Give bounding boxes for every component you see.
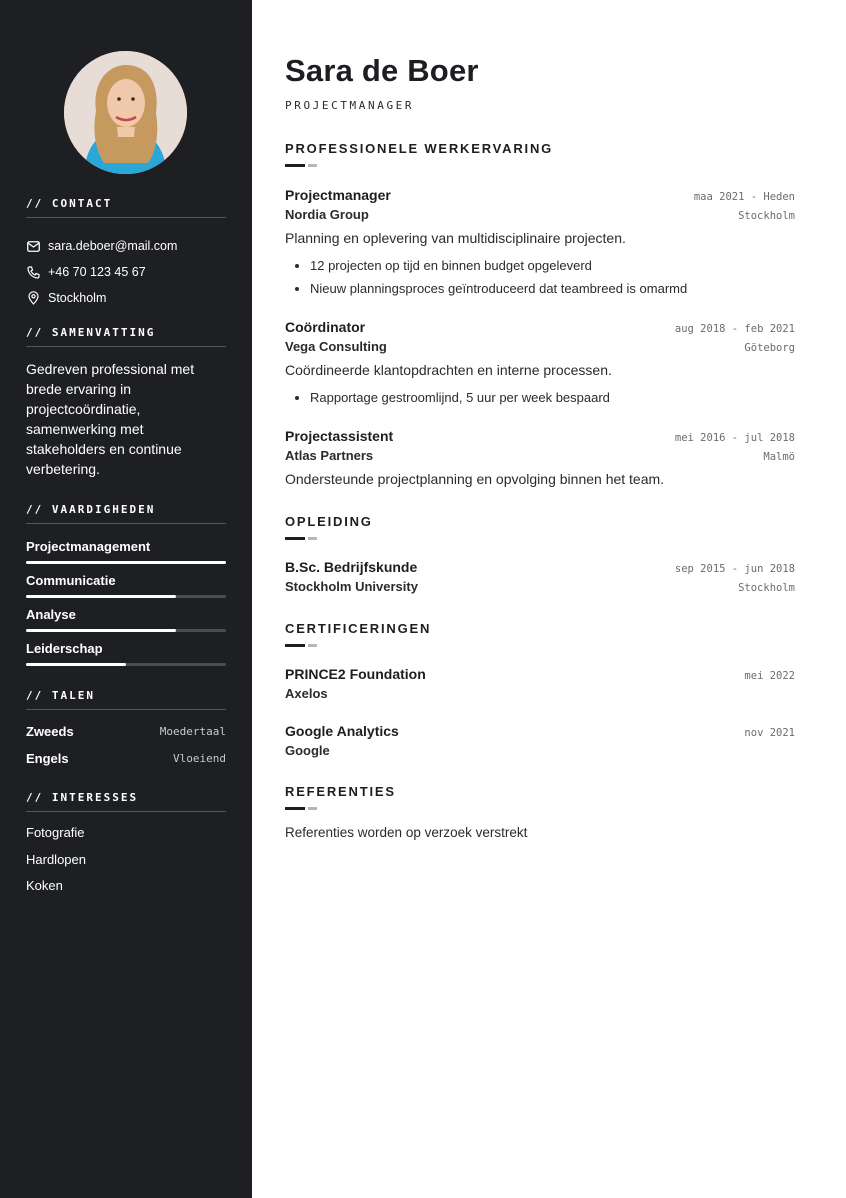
job-achievements: [285, 254, 795, 300]
job-date: maa 2021 - Heden: [693, 191, 795, 203]
job-achievements: [285, 386, 795, 409]
skill-label: Projectmanagement: [26, 539, 151, 554]
certification-entry: [285, 666, 795, 701]
bullet-icon: [295, 287, 299, 291]
phone-icon: [26, 265, 40, 279]
skills-section: [26, 503, 226, 675]
skill-label: Leiderschap: [26, 641, 103, 656]
references-text: Referenties worden op verzoek verstrekt: [285, 825, 528, 840]
education-section: [285, 514, 795, 540]
certification-date: mei 2022: [744, 670, 795, 682]
section-divider: [285, 537, 795, 540]
interest-item: Hardlopen: [26, 851, 86, 867]
summary-section: [26, 326, 226, 479]
person-role: PROJECTMANAGER: [285, 99, 415, 112]
job-entry: [285, 187, 795, 300]
section-divider: [285, 807, 795, 810]
certification-date: nov 2021: [744, 727, 795, 739]
interest-item: Fotografie: [26, 825, 85, 840]
degree-title: B.Sc. Bedrijfskunde: [285, 559, 418, 575]
education-location: Stockholm: [738, 582, 795, 594]
person-name: Sara de Boer: [285, 53, 479, 88]
certification-title: Google Analytics: [285, 723, 399, 739]
certification-entry: [285, 723, 795, 758]
language-item: [26, 745, 226, 772]
experience-section: [285, 141, 795, 167]
sidebar: [0, 0, 252, 1198]
certification-title: PRINCE2 Foundation: [285, 666, 426, 682]
skill-item: [26, 573, 226, 607]
references-section: [285, 784, 795, 810]
summary-heading: // SAMENVATTING: [26, 326, 226, 347]
skill-bar: [26, 629, 226, 632]
achievement-item: [285, 277, 795, 300]
job-date: mei 2016 - jul 2018: [674, 432, 795, 444]
contact-heading: // CONTACT: [26, 197, 226, 218]
education-heading: OPLEIDING: [285, 514, 373, 529]
experience-heading: PROFESSIONELE WERKERVARING: [285, 141, 554, 156]
education-entry: [285, 559, 795, 594]
school-name: Stockholm University: [285, 579, 418, 594]
achievement-item: [285, 254, 795, 277]
job-company: Nordia Group: [285, 207, 369, 222]
contact-phone[interactable]: [26, 259, 226, 285]
interest-item: Koken: [26, 878, 63, 893]
skill-item: [26, 641, 226, 675]
summary-text: Gedreven professional met brede ervaring in projectcoördinatie, samenwerking met stakeholders en continue verbetering.: [26, 361, 195, 477]
job-description: Planning en oplevering van multidisciplinaire projecten.: [285, 230, 626, 246]
skill-label: Communicatie: [26, 573, 116, 588]
language-item: [26, 718, 226, 745]
skill-bar: [26, 595, 226, 598]
languages-heading: // TALEN: [26, 689, 226, 710]
achievement-text: Nieuw planningsproces geïntroduceerd dat teambreed is omarmd: [310, 281, 688, 296]
bullet-icon: [295, 264, 299, 268]
skill-bar-fill: [26, 629, 176, 632]
skill-bar: [26, 561, 226, 564]
interests-section: [26, 791, 226, 900]
languages-section: [26, 689, 226, 772]
skills-heading: // VAARDIGHEDEN: [26, 503, 226, 524]
job-location: Stockholm: [738, 210, 795, 222]
job-date: aug 2018 - feb 2021: [674, 323, 795, 335]
mail-icon: [26, 239, 40, 253]
achievement-text: 12 projecten op tijd en binnen budget opgeleverd: [310, 258, 592, 273]
job-company: Atlas Partners: [285, 448, 374, 463]
skill-bar-fill: [26, 663, 126, 666]
skill-bar-fill: [26, 595, 176, 598]
section-divider: [285, 164, 795, 167]
job-title: Projectassistent: [285, 428, 394, 444]
job-location: Malmö: [763, 451, 795, 463]
certifications-heading: CERTIFICERINGEN: [285, 621, 432, 636]
contact-section: [26, 197, 226, 311]
contact-phone-text: +46 70 123 45 67: [48, 265, 146, 279]
job-company: Vega Consulting: [285, 339, 387, 354]
language-level: Vloeiend: [173, 752, 226, 765]
language-name: Engels: [26, 751, 69, 766]
language-name: Zweeds: [26, 724, 74, 739]
achievement-text: Rapportage gestroomlijnd, 5 uur per week bespaard: [310, 390, 610, 405]
references-heading: REFERENTIES: [285, 784, 396, 799]
contact-email-text: sara.deboer@mail.com: [48, 239, 178, 253]
education-date: sep 2015 - jun 2018: [674, 563, 795, 575]
contact-location-text: Stockholm: [48, 291, 107, 305]
location-pin-icon: [26, 291, 40, 305]
job-title: Coördinator: [285, 319, 366, 335]
section-divider: [285, 644, 795, 647]
job-location: Göteborg: [744, 342, 795, 354]
job-entry: [285, 428, 795, 487]
job-description: Ondersteunde projectplanning en opvolging binnen het team.: [285, 471, 665, 487]
contact-email[interactable]: [26, 233, 226, 259]
certifications-section: [285, 621, 795, 647]
skill-item: [26, 539, 226, 573]
interests-heading: // INTERESSES: [26, 791, 226, 812]
job-entry: [285, 319, 795, 409]
skill-item: [26, 607, 226, 641]
skill-label: Analyse: [26, 607, 76, 622]
skill-bar: [26, 663, 226, 666]
certification-issuer: Axelos: [285, 686, 328, 701]
bullet-icon: [295, 396, 299, 400]
skill-bar-fill: [26, 561, 226, 564]
certification-issuer: Google: [285, 743, 330, 758]
achievement-item: [285, 386, 795, 409]
language-level: Moedertaal: [159, 725, 226, 738]
job-description: Coördineerde klantopdrachten en interne processen.: [285, 362, 612, 378]
job-title: Projectmanager: [285, 187, 391, 203]
profile-photo: [64, 51, 187, 174]
contact-location: [26, 285, 226, 311]
